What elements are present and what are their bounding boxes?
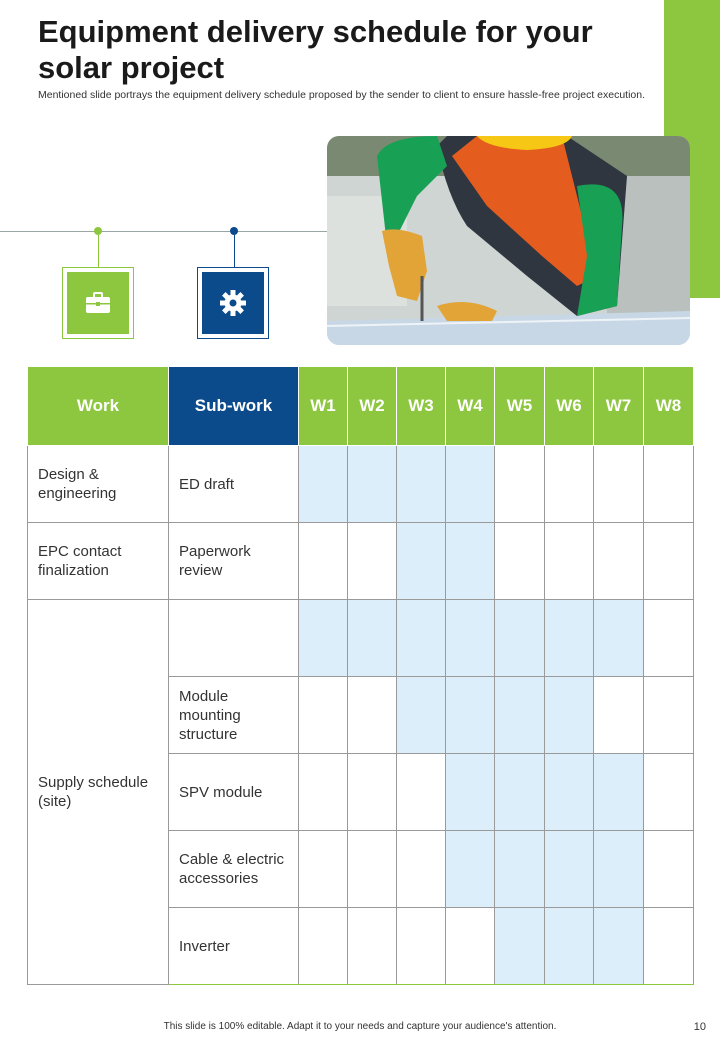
week-cell-active xyxy=(397,600,446,677)
table-header-row xyxy=(28,367,694,446)
gear-icon xyxy=(219,289,247,317)
week-cell-active xyxy=(446,754,495,831)
week-cell xyxy=(348,831,397,908)
week-cell-active xyxy=(446,677,495,754)
week-cell xyxy=(495,446,545,523)
work-cell: Supply schedule (site) xyxy=(28,600,169,985)
header-week: W4 xyxy=(446,367,495,446)
week-cell-active xyxy=(545,831,594,908)
week-cell-active xyxy=(446,831,495,908)
table-row xyxy=(28,523,694,600)
week-cell-active xyxy=(495,908,545,985)
week-cell xyxy=(545,523,594,600)
timeline-stem-blue xyxy=(234,235,235,267)
week-cell xyxy=(348,754,397,831)
subwork-cell: Module mounting structure xyxy=(169,677,299,754)
week-cell xyxy=(644,446,694,523)
week-cell-active xyxy=(545,677,594,754)
week-cell xyxy=(397,831,446,908)
briefcase-icon-box xyxy=(62,267,134,339)
week-cell-active xyxy=(397,523,446,600)
week-cell-active xyxy=(594,600,644,677)
header-week: W1 xyxy=(299,367,348,446)
timeline-dot-blue xyxy=(230,227,238,235)
week-cell xyxy=(299,831,348,908)
week-cell xyxy=(299,908,348,985)
week-cell-active xyxy=(299,600,348,677)
week-cell xyxy=(348,677,397,754)
subwork-cell: Cable & electric accessories xyxy=(169,831,299,908)
week-cell-active xyxy=(594,908,644,985)
header-week: W6 xyxy=(545,367,594,446)
table-row xyxy=(28,600,694,677)
week-cell-active xyxy=(545,600,594,677)
header-week: W2 xyxy=(348,367,397,446)
week-cell xyxy=(348,908,397,985)
week-cell-active xyxy=(545,754,594,831)
week-cell xyxy=(299,754,348,831)
week-cell xyxy=(594,677,644,754)
work-cell: EPC contact finalization xyxy=(28,523,169,600)
week-cell-active xyxy=(594,754,644,831)
week-cell xyxy=(644,523,694,600)
week-cell-active xyxy=(446,446,495,523)
week-cell xyxy=(594,446,644,523)
page-subtitle: Mentioned slide portrays the equipment delivery schedule proposed by the sender to client to ensure hassle-free project execution. xyxy=(38,89,646,101)
week-cell-active xyxy=(495,677,545,754)
header-subwork: Sub-work xyxy=(169,367,299,446)
week-cell-active xyxy=(594,831,644,908)
week-cell-active xyxy=(446,600,495,677)
subwork-cell: ED draft xyxy=(169,446,299,523)
week-cell xyxy=(594,523,644,600)
week-cell xyxy=(397,908,446,985)
week-cell xyxy=(299,523,348,600)
table-row xyxy=(28,446,694,523)
subwork-cell: SPV module xyxy=(169,754,299,831)
header-work: Work xyxy=(28,367,169,446)
briefcase-icon xyxy=(85,292,111,314)
timeline-stem-green xyxy=(98,235,99,267)
subwork-cell: Inverter xyxy=(169,908,299,985)
week-cell xyxy=(545,446,594,523)
work-cell: Design & engineering xyxy=(28,446,169,523)
header-week: W3 xyxy=(397,367,446,446)
week-cell-active xyxy=(495,600,545,677)
week-cell xyxy=(495,523,545,600)
page-number: 10 xyxy=(693,1021,706,1033)
week-cell-active xyxy=(495,831,545,908)
footer-note: This slide is 100% editable. Adapt it to your needs and capture your audience's attention. xyxy=(163,1021,557,1032)
week-cell-active xyxy=(348,446,397,523)
subwork-cell xyxy=(169,600,299,677)
page-title: Equipment delivery schedule for your solar project xyxy=(38,14,593,85)
header-week: W7 xyxy=(594,367,644,446)
week-cell xyxy=(644,677,694,754)
week-cell-active xyxy=(397,446,446,523)
week-cell-active xyxy=(495,754,545,831)
week-cell-active xyxy=(545,908,594,985)
week-cell-active xyxy=(299,446,348,523)
week-cell xyxy=(299,677,348,754)
week-cell xyxy=(348,523,397,600)
week-cell xyxy=(446,908,495,985)
timeline-line xyxy=(0,231,328,232)
subwork-cell: Paperwork review xyxy=(169,523,299,600)
week-cell xyxy=(397,754,446,831)
header-week: W5 xyxy=(495,367,545,446)
week-cell xyxy=(644,600,694,677)
week-cell xyxy=(644,754,694,831)
week-cell xyxy=(644,908,694,985)
week-cell xyxy=(644,831,694,908)
week-cell-active xyxy=(397,677,446,754)
week-cell-active xyxy=(348,600,397,677)
timeline-dot-green xyxy=(94,227,102,235)
gear-icon-box xyxy=(197,267,269,339)
header-week: W8 xyxy=(644,367,694,446)
week-cell-active xyxy=(446,523,495,600)
worker-photo xyxy=(327,136,690,345)
delivery-schedule-table xyxy=(27,366,694,985)
